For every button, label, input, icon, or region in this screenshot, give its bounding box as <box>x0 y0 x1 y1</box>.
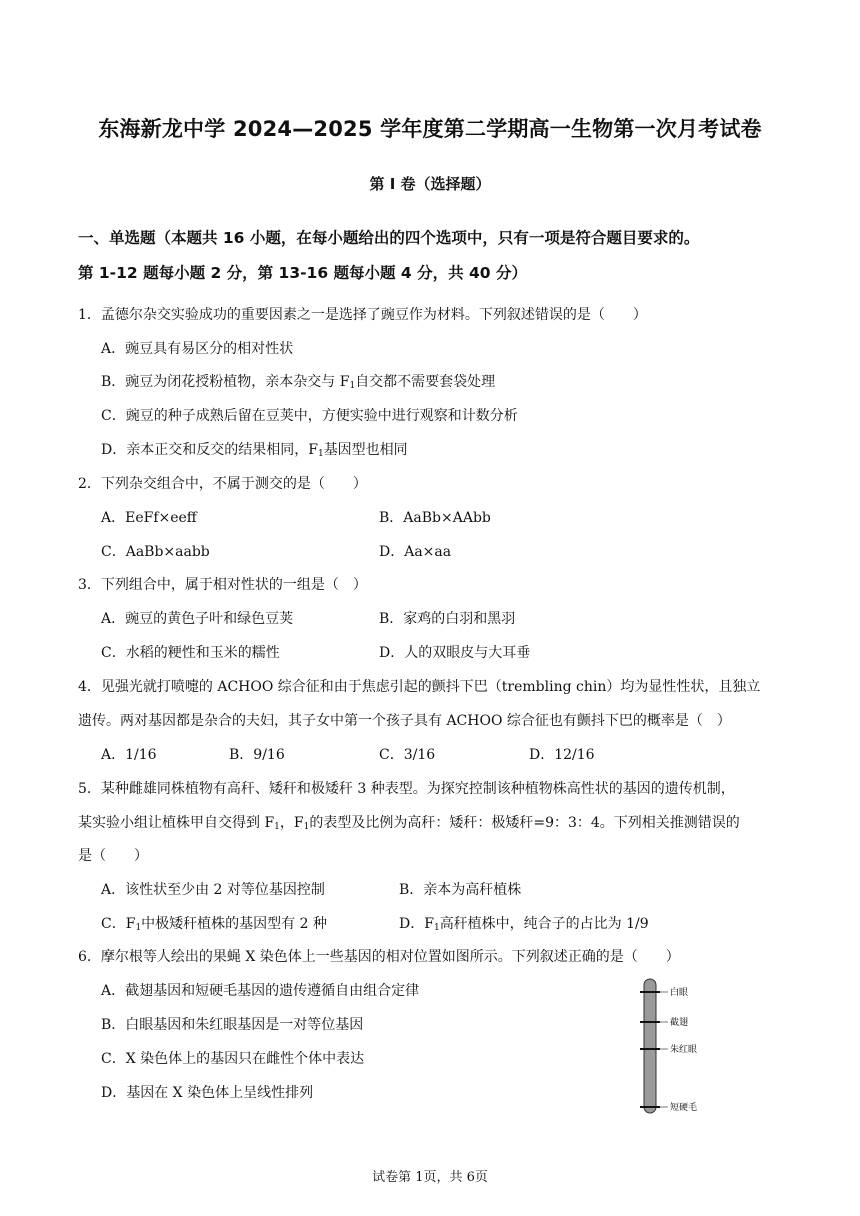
question-5-option-d: D．$F_1$高秆植株中，纯合子的占比为 1/9 <box>399 916 649 933</box>
exam-title: 东海新龙中学 2024—2025 学年度第二学期高一生物第一次月考试卷 <box>98 117 762 141</box>
question-4-stem-line-2: 遗传。两对基因都是杂合的夫妇，其子女中第一个孩子具有 ACHOO 综合征也有颤抖下巴的概率是（ ） <box>78 713 731 729</box>
label-vermilion-eye: 朱红眼 <box>670 1045 698 1055</box>
question-4-option-a: A．1/16 <box>101 747 157 763</box>
question-3-option-a: A．豌豆的黄色子叶和绿色豆荚 <box>101 611 294 627</box>
question-4-option-c: C．3/16 <box>379 747 436 763</box>
question-2-option-d: D．Aa×aa <box>379 544 452 560</box>
label-cut-wing: 截翅 <box>670 1018 689 1028</box>
page-footer: 试卷第 1页，共 6页 <box>372 1170 488 1185</box>
question-5-stem-line-1: 5．某种雌雄同株植物有高秆、矮秆和极矮秆 3 种表型。为探究控制该种植物株高性状的基因的遗传机制， <box>78 781 735 797</box>
question-6-option-c: C．X 染色体上的基因只在雌性个体中表达 <box>101 1051 365 1067</box>
question-2-option-b: B．AaBb×AAbb <box>379 510 491 526</box>
volume-heading: 第 I 卷（选择题） <box>369 175 491 193</box>
label-white-eye: 白眼 <box>670 988 689 998</box>
question-3-option-c: C．水稻的粳性和玉米的糯性 <box>101 645 280 661</box>
question-1-option-a: A．豌豆具有易区分的相对性状 <box>101 341 294 357</box>
label-short-bristle: 短硬毛 <box>670 1103 698 1113</box>
question-2-option-c: C．AaBb×aabb <box>101 544 210 560</box>
question-5-option-c: C．$F_1$中极矮秆植株的基因型有 2 种 <box>101 916 327 933</box>
question-4-option-d: D．12/16 <box>529 747 595 763</box>
question-5-option-b: B．亲本为高秆植株 <box>399 882 522 898</box>
question-4-option-b: B．9/16 <box>229 747 285 763</box>
question-6-option-a: A．截翅基因和短硬毛基因的遗传遵循自由组合定律 <box>101 983 420 999</box>
question-1-option-d: D．亲本正交和反交的结果相同，$F_1$基因型也相同 <box>101 442 408 459</box>
question-3-stem: 3．下列组合中，属于相对性状的一组是（ ） <box>78 577 367 593</box>
question-4-stem-line-1: 4．见强光就打喷嚏的 ACHOO 综合征和由于焦虑引起的颤抖下巴（trembling chin）均为显性性状，且独立 <box>78 679 761 695</box>
question-1-option-b: B．豌豆为闭花授粉植物，亲本杂交与 $F_1$自交都不需要套袋处理 <box>101 374 496 391</box>
x-chromosome-figure <box>636 976 726 1120</box>
question-2-stem: 2．下列杂交组合中，不属于测交的是（ ） <box>78 476 367 492</box>
question-3-option-b: B．家鸡的白羽和黑羽 <box>379 611 516 627</box>
section-instructions-line-2: 第 1-12 题每小题 2 分，第 13-16 题每小题 4 分，共 40 分） <box>78 264 527 282</box>
question-6-option-b: B．白眼基因和朱红眼基因是一对等位基因 <box>101 1017 364 1033</box>
question-6-stem: 6．摩尔根等人绘出的果蝇 X 染色体上一些基因的相对位置如图所示。下列叙述正确的是（ ） <box>78 949 680 965</box>
question-5-option-a: A．该性状至少由 2 对等位基因控制 <box>101 882 325 898</box>
chromosome-body <box>644 979 656 1113</box>
question-5-stem-line-2: 某实验小组让植株甲自交得到 $F_1$，$F_1$的表型及比例为高秆：矮秆：极矮秆=9：3：4。下列相关推测错误的 <box>78 815 740 832</box>
question-1-stem: 1．孟德尔杂交实验成功的重要因素之一是选择了豌豆作为材料。下列叙述错误的是（ ） <box>78 307 647 323</box>
section-instructions-line-1: 一、单选题（本题共 16 小题，在每小题给出的四个选项中，只有一项是符合题目要求的。 <box>78 229 700 247</box>
question-6-option-d: D．基因在 X 染色体上呈线性排列 <box>101 1085 314 1101</box>
question-5-stem-line-3: 是（ ） <box>78 848 148 864</box>
question-1-option-c: C．豌豆的种子成熟后留在豆荚中，方便实验中进行观察和计数分析 <box>101 408 518 424</box>
question-2-option-a: A．EeFf×eeff <box>101 510 197 526</box>
question-3-option-d: D．人的双眼皮与大耳垂 <box>379 645 531 661</box>
